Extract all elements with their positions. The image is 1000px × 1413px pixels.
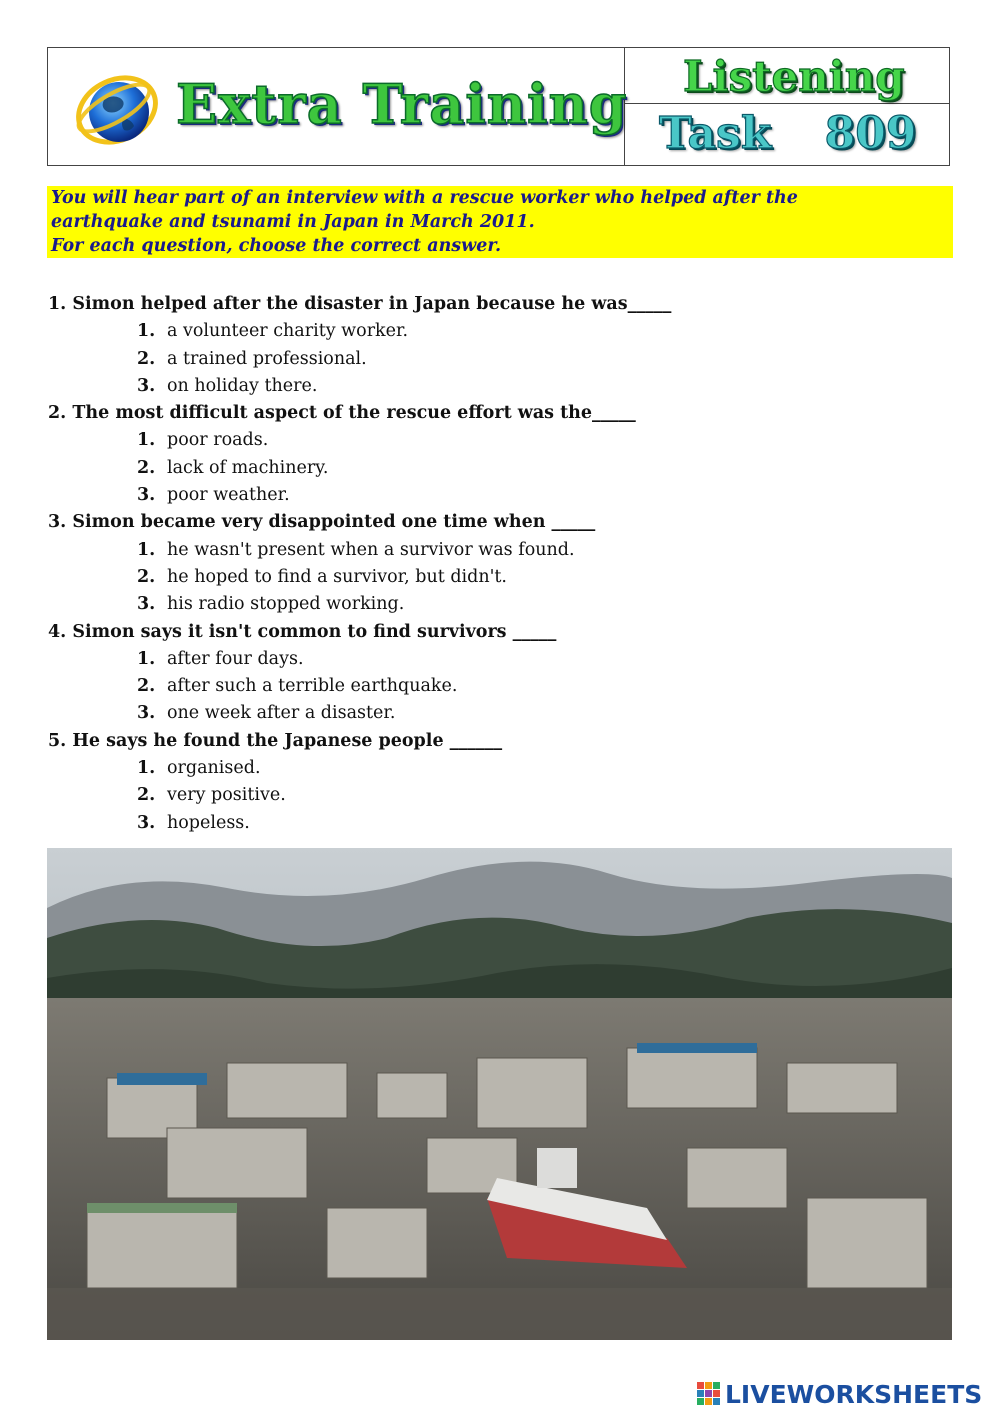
instruction-line: earthquake and tsunami in Japan in March 2011. xyxy=(51,212,535,232)
instruction-line: For each question, choose the correct answer. xyxy=(51,236,502,256)
answer-option[interactable] xyxy=(48,564,948,591)
answer-option[interactable] xyxy=(48,782,948,809)
option-text: a trained professional. xyxy=(167,348,367,369)
header-type-cell xyxy=(625,48,950,104)
option-text: on holiday there. xyxy=(167,375,318,396)
listening-label: Listening xyxy=(683,52,905,101)
answer-option[interactable] xyxy=(48,482,948,509)
option-text: after four days. xyxy=(167,648,304,669)
option-text: organised. xyxy=(167,758,261,779)
option-text: he hoped to find a survivor, but didn't. xyxy=(167,566,507,587)
option-number: 3. xyxy=(137,485,156,506)
option-text: his radio stopped working. xyxy=(167,594,405,615)
task-word: Task xyxy=(659,108,772,159)
option-text: poor roads. xyxy=(167,430,269,451)
worksheet-header xyxy=(47,47,950,166)
liveworksheets-icon xyxy=(697,1382,721,1406)
option-number: 2. xyxy=(137,566,156,587)
brand-title: Extra Training xyxy=(176,72,628,136)
option-text: one week after a disaster. xyxy=(167,703,396,724)
globe-icon xyxy=(74,70,160,150)
option-number: 2. xyxy=(137,348,156,369)
task-number: 809 xyxy=(824,108,917,159)
instruction-line: You will hear part of an interview with a rescue worker who helped after the xyxy=(51,188,798,208)
option-number: 1. xyxy=(137,539,156,560)
option-number: 1. xyxy=(137,758,156,779)
option-text: poor weather. xyxy=(167,485,290,506)
option-number: 2. xyxy=(137,785,156,806)
answer-option[interactable] xyxy=(48,700,948,727)
option-number: 1. xyxy=(137,430,156,451)
answer-option[interactable] xyxy=(48,755,948,782)
option-number: 2. xyxy=(137,676,156,697)
answer-option[interactable] xyxy=(48,427,948,454)
option-number: 2. xyxy=(137,457,156,478)
answer-option[interactable] xyxy=(48,673,948,700)
option-text: very positive. xyxy=(167,785,286,806)
instructions-box xyxy=(47,186,953,258)
question-3: 3. Simon became very disappointed one time when _____ xyxy=(48,512,596,533)
question-list xyxy=(48,291,948,837)
header-task-cell xyxy=(625,104,950,165)
option-number: 1. xyxy=(137,648,156,669)
question-2: 2. The most difficult aspect of the rescue effort was the_____ xyxy=(48,403,636,424)
answer-option[interactable] xyxy=(48,591,948,618)
header-brand-cell xyxy=(48,48,628,165)
answer-option[interactable] xyxy=(48,455,948,482)
option-number: 3. xyxy=(137,812,156,833)
option-text: hopeless. xyxy=(167,812,250,833)
question-4: 4. Simon says it isn't common to find survivors _____ xyxy=(48,621,557,642)
answer-option[interactable] xyxy=(48,646,948,673)
option-text: a volunteer charity worker. xyxy=(167,321,409,342)
answer-option[interactable] xyxy=(48,810,948,837)
option-text: he wasn't present when a survivor was found. xyxy=(167,539,575,560)
option-text: lack of machinery. xyxy=(167,457,329,478)
task-label xyxy=(659,108,917,159)
option-number: 3. xyxy=(137,703,156,724)
question-5: 5. He says he found the Japanese people ______ xyxy=(48,730,503,751)
tsunami-damage-photo xyxy=(47,848,952,1340)
photo-illustration xyxy=(47,848,952,1340)
answer-option[interactable] xyxy=(48,318,948,345)
answer-option[interactable] xyxy=(48,537,948,564)
option-number: 1. xyxy=(137,321,156,342)
answer-option[interactable] xyxy=(48,346,948,373)
liveworksheets-wordmark: LIVEWORKSHEETS xyxy=(725,1379,983,1409)
option-text: after such a terrible earthquake. xyxy=(167,676,458,697)
liveworksheets-logo[interactable] xyxy=(697,1379,982,1409)
option-number: 3. xyxy=(137,594,156,615)
option-number: 3. xyxy=(137,375,156,396)
question-1: 1. Simon helped after the disaster in Japan because he was_____ xyxy=(48,294,672,314)
answer-option[interactable] xyxy=(48,373,948,400)
